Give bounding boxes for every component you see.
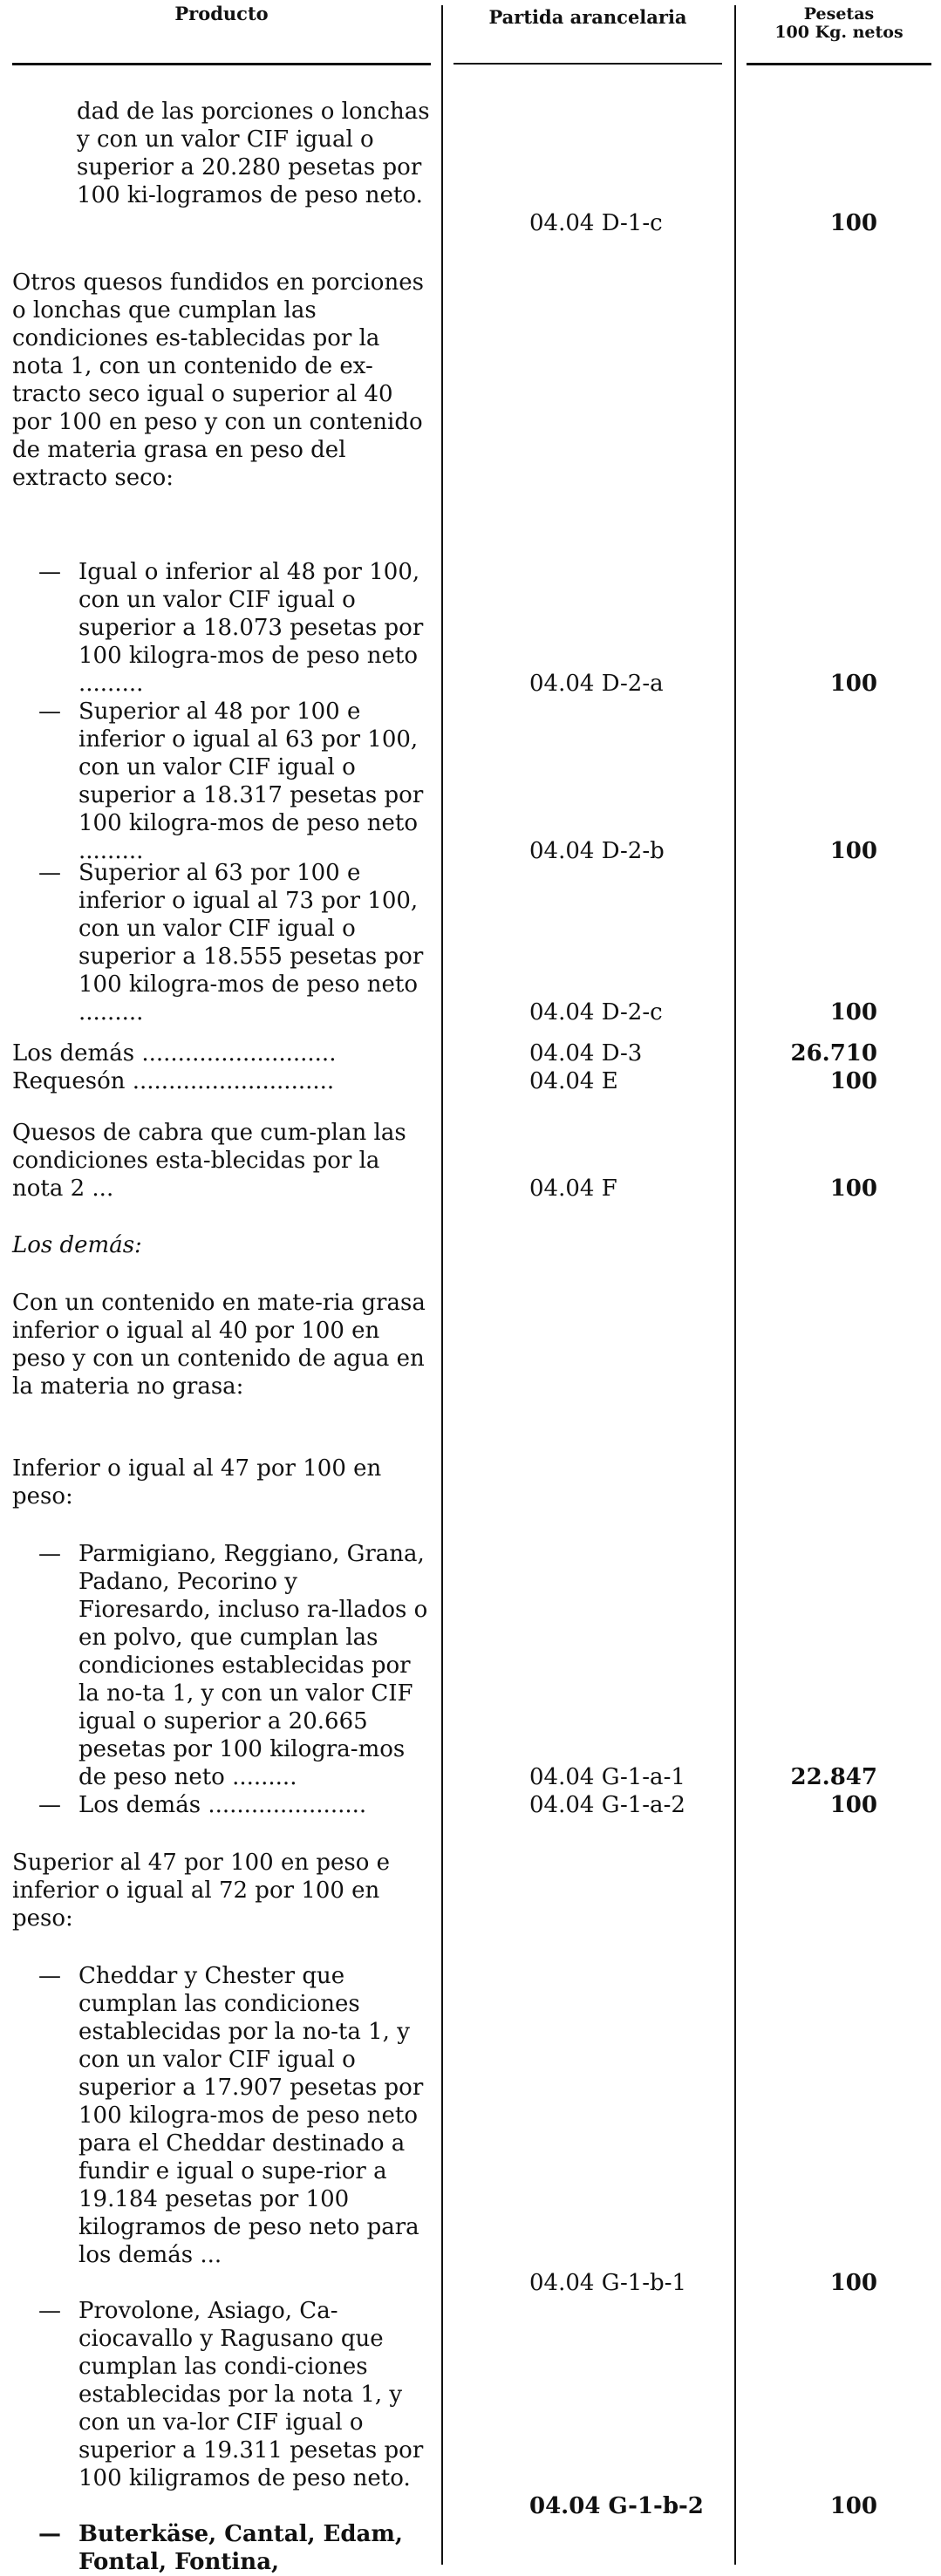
- partida-code: 04.04 D-2-a: [529, 671, 664, 697]
- partida-code: 04.04 G-1-a-1: [529, 1764, 685, 1790]
- dash-marker: —: [38, 1541, 61, 1567]
- product-text: Los demás ......................: [78, 1792, 367, 1818]
- product-text: Cheddar y Chester que cumplan las condiciones establecidas por la no-ta 1, y con un valor CIF igual o superior a 17.907 pesetas por 100 kilogra-mos de peso neto para el Cheddar destinado a fundir e igual o supe-rior a 19.184 pesetas por 100 kilogramos de peso neto para los demás ...: [78, 1963, 424, 2268]
- pesetas-value: 22.847: [790, 1764, 877, 1790]
- product-text: Otros quesos fundidos en porciones o lonchas que cumplan las condiciones es-tablecidas por la nota 1, con un contenido de ex-tracto seco igual o superior al 40 por 100 en peso y con un contenido de materia grasa en peso del extracto seco:: [12, 269, 424, 491]
- product-text: Con un contenido en mate-ria grasa inferior o igual al 40 por 100 en peso y con un contenido de agua en la materia no grasa:: [12, 1290, 426, 1400]
- column-divider-left: [441, 5, 443, 2565]
- product-text: Quesos de cabra que cum-plan las condiciones esta-blecidas por la nota 2 ...: [12, 1120, 406, 1202]
- pesetas-value: 100: [829, 1068, 877, 1094]
- dash-marker: —: [38, 2298, 61, 2324]
- product-text: Buterkäse, Cantal, Edam, Fontal, Fontina,: [78, 2521, 403, 2575]
- partida-code: 04.04 D-2-c: [529, 999, 663, 1026]
- header-rule-pesetas: [747, 63, 931, 65]
- header-rule-partida: [453, 63, 722, 65]
- header-producto: Producto: [174, 3, 269, 24]
- partida-code: 04.04 D-3: [529, 1040, 643, 1067]
- partida-code: 04.04 E: [529, 1068, 618, 1094]
- pesetas-value: 26.710: [790, 1040, 877, 1067]
- dash-marker: —: [38, 1792, 61, 1818]
- product-text: Superior al 47 por 100 en peso e inferior o igual al 72 por 100 en peso:: [12, 1850, 391, 1932]
- partida-code: 04.04 D-1-c: [529, 210, 663, 236]
- partida-code: 04.04 D-2-b: [529, 838, 665, 864]
- header-pesetas: [747, 5, 931, 42]
- header-partida: Partida arancelaria: [488, 6, 687, 28]
- header-rule-product: [12, 63, 431, 65]
- pesetas-value: 100: [829, 838, 877, 864]
- pesetas-value: 100: [829, 999, 877, 1026]
- dash-marker: —: [38, 699, 61, 725]
- partida-code: 04.04 G-1-b-2: [529, 2493, 704, 2519]
- product-text: Provolone, Asiago, Ca-ciocavallo y Ragusano que cumplan las condi-ciones establecidas por la nota 1, y con un va-lor CIF igual o superior a 19.311 pesetas por 100 kiligramos de peso neto.: [78, 2298, 424, 2491]
- dash-marker: —: [38, 2521, 61, 2547]
- product-text: Inferior o igual al 47 por 100 en peso:: [12, 1455, 382, 1509]
- pesetas-value: 100: [829, 2270, 877, 2296]
- dash-marker: —: [38, 1963, 61, 1989]
- column-divider-right: [734, 5, 736, 2565]
- pesetas-value: 100: [829, 2493, 877, 2519]
- product-text: Superior al 63 por 100 e inferior o igual al 73 por 100, con un valor CIF igual o superior a 18.555 pesetas por 100 kilogra-mos de peso neto .........: [78, 860, 424, 1026]
- partida-code: 04.04 G-1-b-1: [529, 2270, 687, 2296]
- partida-code: 04.04 F: [529, 1176, 617, 1202]
- dash-marker: —: [38, 559, 61, 585]
- product-text: Requesón ............................: [12, 1068, 335, 1094]
- product-text: Los demás:: [12, 1232, 142, 1258]
- pesetas-value: 100: [829, 671, 877, 697]
- product-text: dad de las porciones o lonchas y con un valor CIF igual o superior a 20.280 pesetas por 100 ki-logramos de peso neto.: [77, 99, 430, 208]
- dash-marker: —: [38, 860, 61, 886]
- partida-code: 04.04 G-1-a-2: [529, 1792, 685, 1818]
- product-text: Igual o inferior al 48 por 100, con un valor CIF igual o superior a 18.073 pesetas por 100 kilogra-mos de peso neto .........: [78, 559, 424, 697]
- pesetas-value: 100: [829, 210, 877, 236]
- product-text: Los demás ...........................: [12, 1040, 337, 1067]
- pesetas-value: 100: [829, 1792, 877, 1818]
- product-text: Superior al 48 por 100 e inferior o igual al 63 por 100, con un valor CIF igual o superior a 18.317 pesetas por 100 kilogra-mos de peso neto .........: [78, 699, 424, 864]
- product-text: Parmigiano, Reggiano, Grana, Padano, Pecorino y Fioresardo, incluso ra-llados o en polvo, que cumplan las condiciones establecidas por la no-ta 1, y con un valor CIF igual o superior a 20.665 pesetas por 100 kilogra-mos de peso neto .........: [78, 1541, 428, 1790]
- header-pesetas-line2: 100 Kg. netos: [774, 23, 903, 42]
- pesetas-value: 100: [829, 1176, 877, 1202]
- header-pesetas-line1: Pesetas: [803, 4, 875, 24]
